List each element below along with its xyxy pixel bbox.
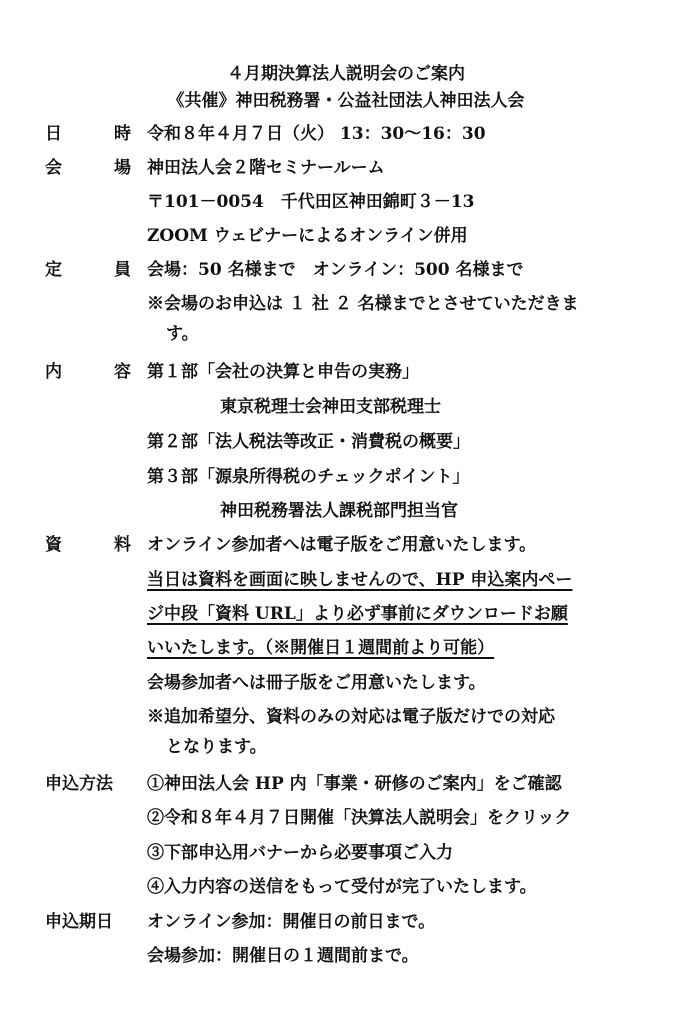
- materials-row: [0, 528, 692, 562]
- capacity-row: [0, 253, 692, 287]
- venue-label: 会 場: [45, 158, 131, 178]
- page-title: ４月期決算法人説明会のご案内: [227, 64, 465, 84]
- apply-step-4: ④入力内容の送信をもって受付が完了いたします。: [147, 877, 537, 897]
- apply-step-2-row: [0, 801, 692, 835]
- deadline-venue-row: [0, 939, 692, 973]
- materials-extra-row: [0, 700, 692, 734]
- capacity-label: 定 員: [45, 260, 131, 280]
- materials-notice-row-2: [0, 597, 692, 631]
- deadline-label: 申込期日: [45, 912, 113, 932]
- venue-row: [0, 151, 692, 185]
- capacity-note-row: [0, 287, 692, 321]
- capacity-note: ※会場のお申込は １ 社 ２ 名様までとさせていただきま: [147, 294, 579, 314]
- apply-step-1: ①神田法人会 HP 内「事業・研修のご案内」をご確認: [147, 774, 562, 794]
- deadline-row: [0, 905, 692, 939]
- content-part3-speaker-row: [0, 494, 692, 528]
- materials-notice-row-1: [0, 563, 692, 597]
- materials-notice-1: 当日は資料を画面に映しませんので、HP 申込案内ペー: [147, 570, 573, 590]
- apply-step-2: ②令和８年４月７日開催「決算法人説明会」をクリック: [147, 808, 572, 828]
- materials-extra: ※追加希望分、資料のみの対応は電子版だけでの対応: [147, 707, 555, 727]
- apply-step-3: ③下部申込用バナーから必要事項ご入力: [147, 843, 453, 863]
- materials-extra-cont: となります。: [166, 737, 267, 757]
- materials-notice-row-3: [0, 631, 692, 665]
- materials-notice-3: いいたします。（※開催日１週間前より可能）: [147, 638, 495, 658]
- datetime-value: 令和８年４月７日（火） 13：30～16：30: [147, 124, 486, 144]
- cohost-line: 《共催》神田税務署・公益社団法人神田法人会: [167, 91, 525, 111]
- datetime-row: [0, 117, 692, 151]
- apply-row: [0, 767, 692, 801]
- materials-label: 資 料: [45, 535, 131, 555]
- content-part1-speaker: 東京税理士会神田支部税理士: [220, 397, 441, 417]
- venue-name: 神田法人会２階セミナールーム: [147, 158, 385, 178]
- venue-online-row: [0, 219, 692, 253]
- venue-address-row: [0, 185, 692, 219]
- materials-extra-cont-row: [0, 730, 692, 764]
- apply-step-4-row: [0, 870, 692, 904]
- content-part1: 第１部「会社の決算と申告の実務」: [147, 362, 419, 382]
- apply-step-3-row: [0, 836, 692, 870]
- content-label: 内 容: [45, 362, 131, 382]
- venue-address: 〒101－0054 千代田区神田錦町３－13: [147, 192, 475, 212]
- capacity-value: 会場：50 名様まで オンライン：500 名様まで: [147, 260, 524, 280]
- content-part2-row: [0, 425, 692, 459]
- apply-label: 申込方法: [45, 774, 113, 794]
- content-part3-speaker: 神田税務署法人課税部門担当官: [220, 501, 458, 521]
- content-part1-speaker-row: [0, 390, 692, 424]
- content-row: [0, 355, 692, 389]
- materials-online: オンライン参加者へは電子版をご用意いたします。: [147, 535, 537, 555]
- datetime-label: 日 時: [45, 124, 131, 144]
- venue-online: ZOOM ウェビナーによるオンライン併用: [147, 226, 468, 246]
- materials-venue: 会場参加者へは冊子版をご用意いたします。: [147, 673, 486, 693]
- deadline-venue: 会場参加：開催日の１週間前まで。: [147, 946, 419, 966]
- deadline-online: オンライン参加：開催日の前日まで。: [147, 912, 436, 932]
- materials-notice-2: ジ中段「資料 URL」より必ず事前にダウンロードお願: [147, 604, 568, 624]
- capacity-note-cont: す。: [166, 324, 199, 344]
- content-part3: 第３部「源泉所得税のチェックポイント」: [147, 467, 470, 487]
- content-part3-row: [0, 460, 692, 494]
- materials-venue-row: [0, 666, 692, 700]
- capacity-note-cont-row: [0, 317, 692, 351]
- content-part2: 第２部「法人税法等改正・消費税の概要」: [147, 432, 470, 452]
